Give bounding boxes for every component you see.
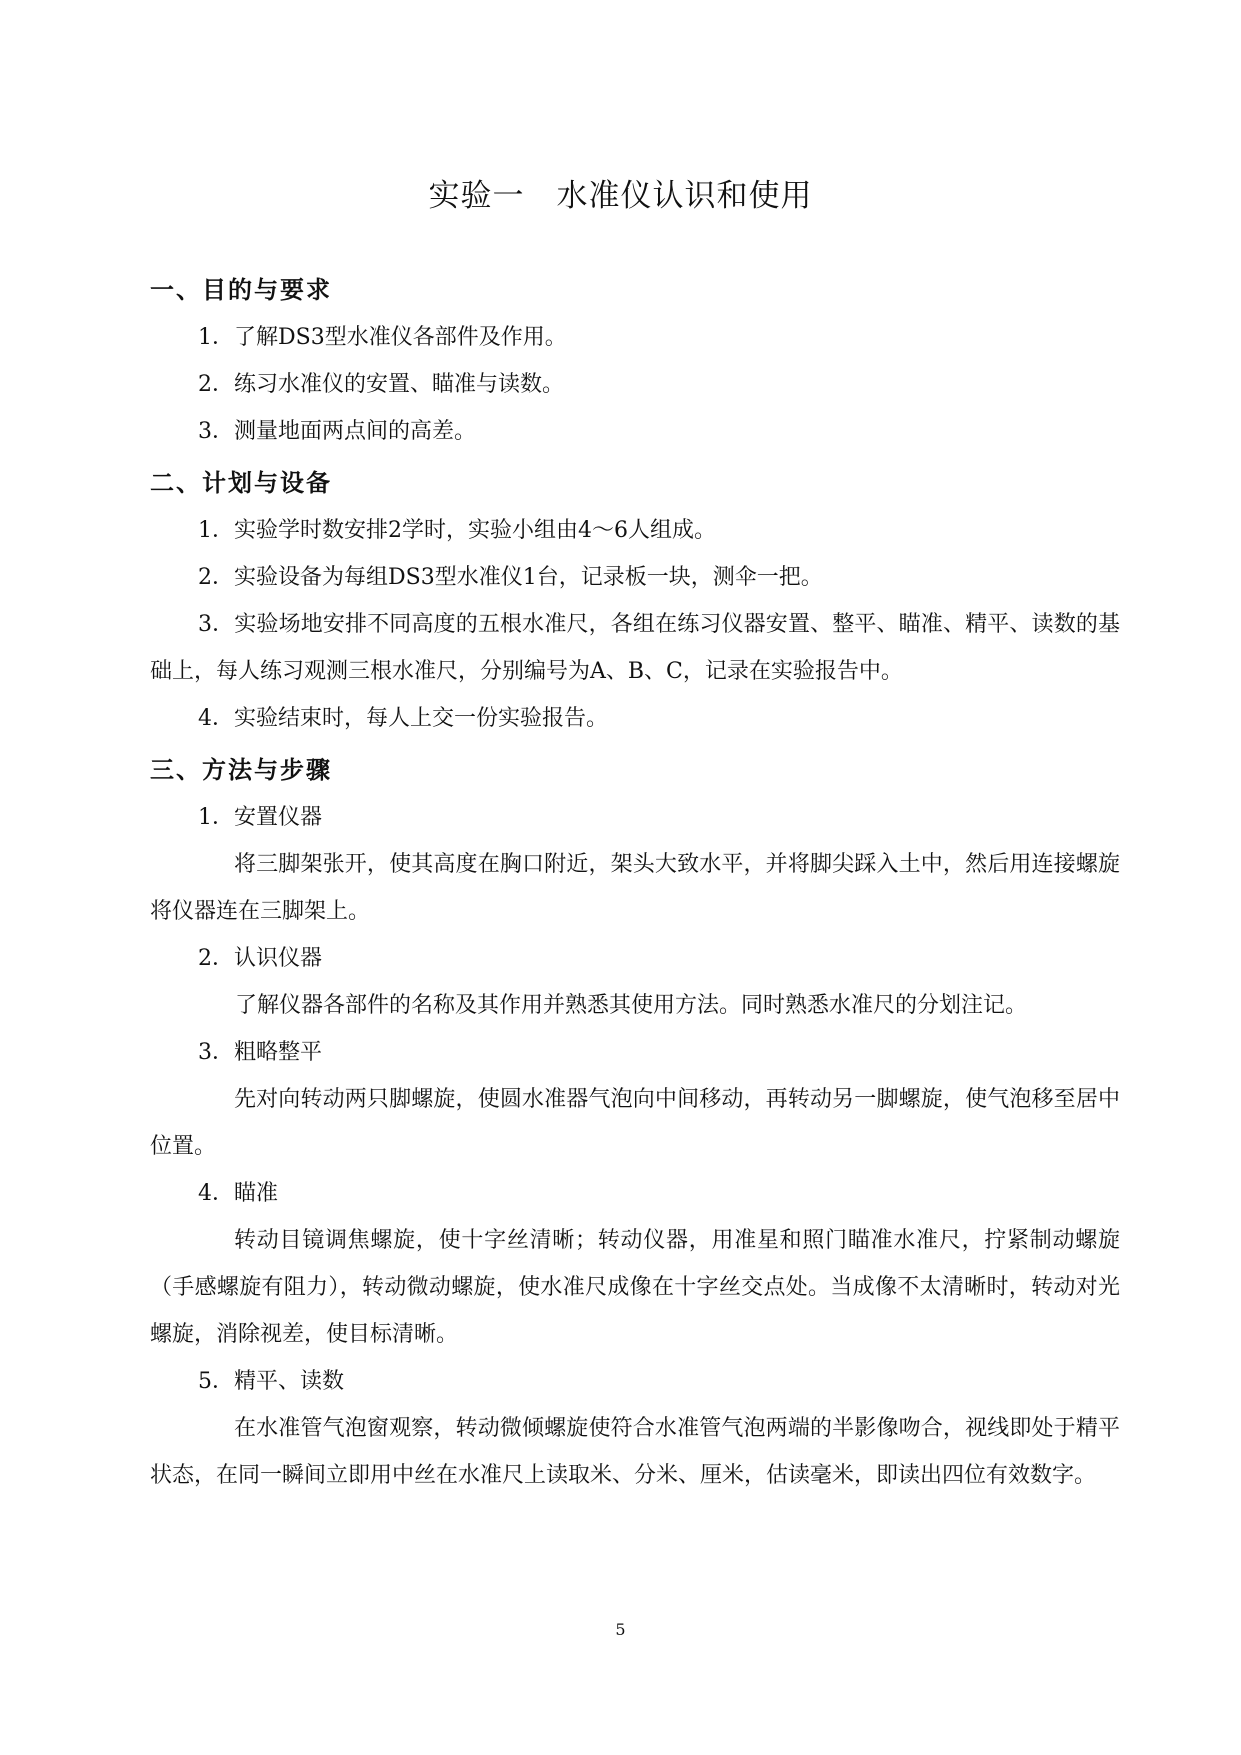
step-title: 1．安置仪器 [198,805,322,830]
objective-item: 3．测量地面两点间的高差。 [198,419,476,444]
step-title: 2．认识仪器 [198,946,322,971]
plan-item: 3．实验场地安排不同高度的五根水准尺，各组在练习仪器安置、整平、瞄准、精平、读数的基础上，每人练习观测三根水准尺，分别编号为A、B、C，记录在实验报告中。 [150,612,1120,684]
step-text: 转动目镜调焦螺旋，使十字丝清晰；转动仪器，用准星和照门瞄准水准尺，拧紧制动螺旋（手感螺旋有阻力），转动微动螺旋，使水准尺成像在十字丝交点处。当成像不太清晰时，转动对光螺旋，消除视差，使目标清晰。 [150,1228,1120,1347]
step-title: 5．精平、读数 [198,1369,344,1394]
step-title: 4．瞄准 [198,1181,278,1206]
page-number: 5 [615,1620,626,1639]
document-title: 实验一 水准仪认识和使用 [428,178,813,214]
plan-item: 1．实验学时数安排2学时，实验小组由4～6人组成。 [198,518,716,543]
document-body [150,262,1120,1499]
step-text: 将三脚架张开，使其高度在胸口附近，架头大致水平，并将脚尖踩入土中，然后用连接螺旋将仪器连在三脚架上。 [150,852,1120,924]
step-text: 在水准管气泡窗观察，转动微倾螺旋使符合水准管气泡两端的半影像吻合，视线即处于精平状态，在同一瞬间立即用中丝在水准尺上读取米、分米、厘米，估读毫米，即读出四位有效数字。 [150,1416,1120,1488]
step-text: 先对向转动两只脚螺旋，使圆水准器气泡向中间移动，再转动另一脚螺旋，使气泡移至居中位置。 [150,1087,1120,1159]
plan-item: 4．实验结束时，每人上交一份实验报告。 [198,706,608,731]
objective-item: 2．练习水准仪的安置、瞄准与读数。 [198,372,564,397]
objective-item: 1．了解DS3型水准仪各部件及作用。 [198,325,567,350]
plan-item: 2．实验设备为每组DS3型水准仪1台，记录板一块，测伞一把。 [198,565,823,590]
section-heading-objectives: 一、目的与要求 [150,276,332,304]
step-text: 了解仪器各部件的名称及其作用并熟悉其使用方法。同时熟悉水准尺的分划注记。 [235,993,1028,1018]
section-heading-plan: 二、计划与设备 [150,469,332,497]
step-title: 3．粗略整平 [198,1040,322,1065]
section-heading-methods: 三、方法与步骤 [150,756,332,784]
